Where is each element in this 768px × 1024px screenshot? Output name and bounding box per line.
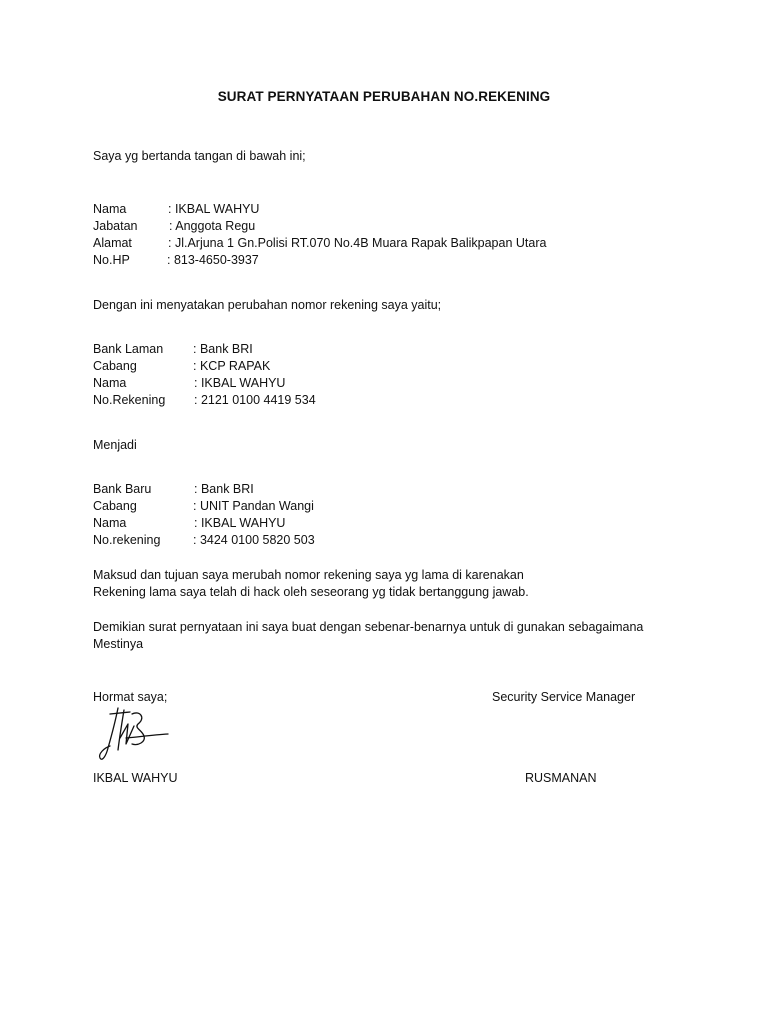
reason-line-2: Rekening lama saya telah di hack oleh seseorang yg tidak bertanggung jawab.: [93, 585, 529, 599]
old-nama-value: : IKBAL WAHYU: [194, 375, 285, 392]
person-alamat-value: : Jl.Arjuna 1 Gn.Polisi RT.070 No.4B Muara Rapak Balikpapan Utara: [168, 235, 546, 252]
new-nama-value: : IKBAL WAHYU: [194, 515, 285, 532]
person-nama-value: : IKBAL WAHYU: [168, 201, 259, 218]
person-jabatan-value: : Anggota Regu: [169, 218, 255, 235]
new-rekening-label: No.rekening: [93, 533, 161, 547]
letter-title: SURAT PERNYATAAN PERUBAHAN NO.REKENING: [217, 89, 551, 104]
person-nama-label: Nama: [93, 202, 127, 216]
statement-text: Dengan ini menyatakan perubahan nomor rekening saya yaitu;: [93, 298, 442, 312]
old-cabang-value: : KCP RAPAK: [193, 358, 270, 375]
new-cabang-value: : UNIT Pandan Wangi: [193, 498, 314, 515]
reason-line-1: Maksud dan tujuan saya merubah nomor rekening saya yg lama di karenakan: [93, 568, 524, 582]
intro-text: Saya yg bertanda tangan di bawah ini;: [93, 149, 306, 163]
new-cabang-label: Cabang: [93, 499, 137, 513]
person-jabatan-label: Jabatan: [93, 219, 138, 233]
person-hp-label: No.HP: [93, 253, 130, 267]
new-rekening-value: : 3424 0100 5820 503: [193, 532, 315, 549]
closing-line-2: Mestinya: [93, 637, 144, 651]
old-bank-value: : Bank BRI: [193, 341, 253, 358]
new-bank-label: Bank Baru: [93, 482, 152, 496]
closing-line-1: Demikian surat pernyataan ini saya buat dengan sebenar-benarnya untuk di gunakan sebagaimana: [93, 620, 644, 634]
signature-left-name: IKBAL WAHYU: [93, 771, 178, 785]
person-hp-value: : 813-4650-3937: [167, 252, 259, 269]
signature-right-name: RUSMANAN: [525, 771, 597, 785]
signature-left-heading: Hormat saya;: [93, 690, 168, 704]
signature-right-heading: Security Service Manager: [492, 690, 636, 704]
old-rekening-value: : 2121 0100 4419 534: [194, 392, 316, 409]
old-cabang-label: Cabang: [93, 359, 137, 373]
old-rekening-label: No.Rekening: [93, 393, 166, 407]
new-bank-value: : Bank BRI: [194, 481, 254, 498]
old-nama-label: Nama: [93, 376, 127, 390]
new-nama-label: Nama: [93, 516, 127, 530]
menjadi-text: Menjadi: [93, 438, 137, 452]
handwritten-signature: [96, 704, 176, 766]
person-alamat-label: Alamat: [93, 236, 132, 250]
old-bank-label: Bank Laman: [93, 342, 164, 356]
